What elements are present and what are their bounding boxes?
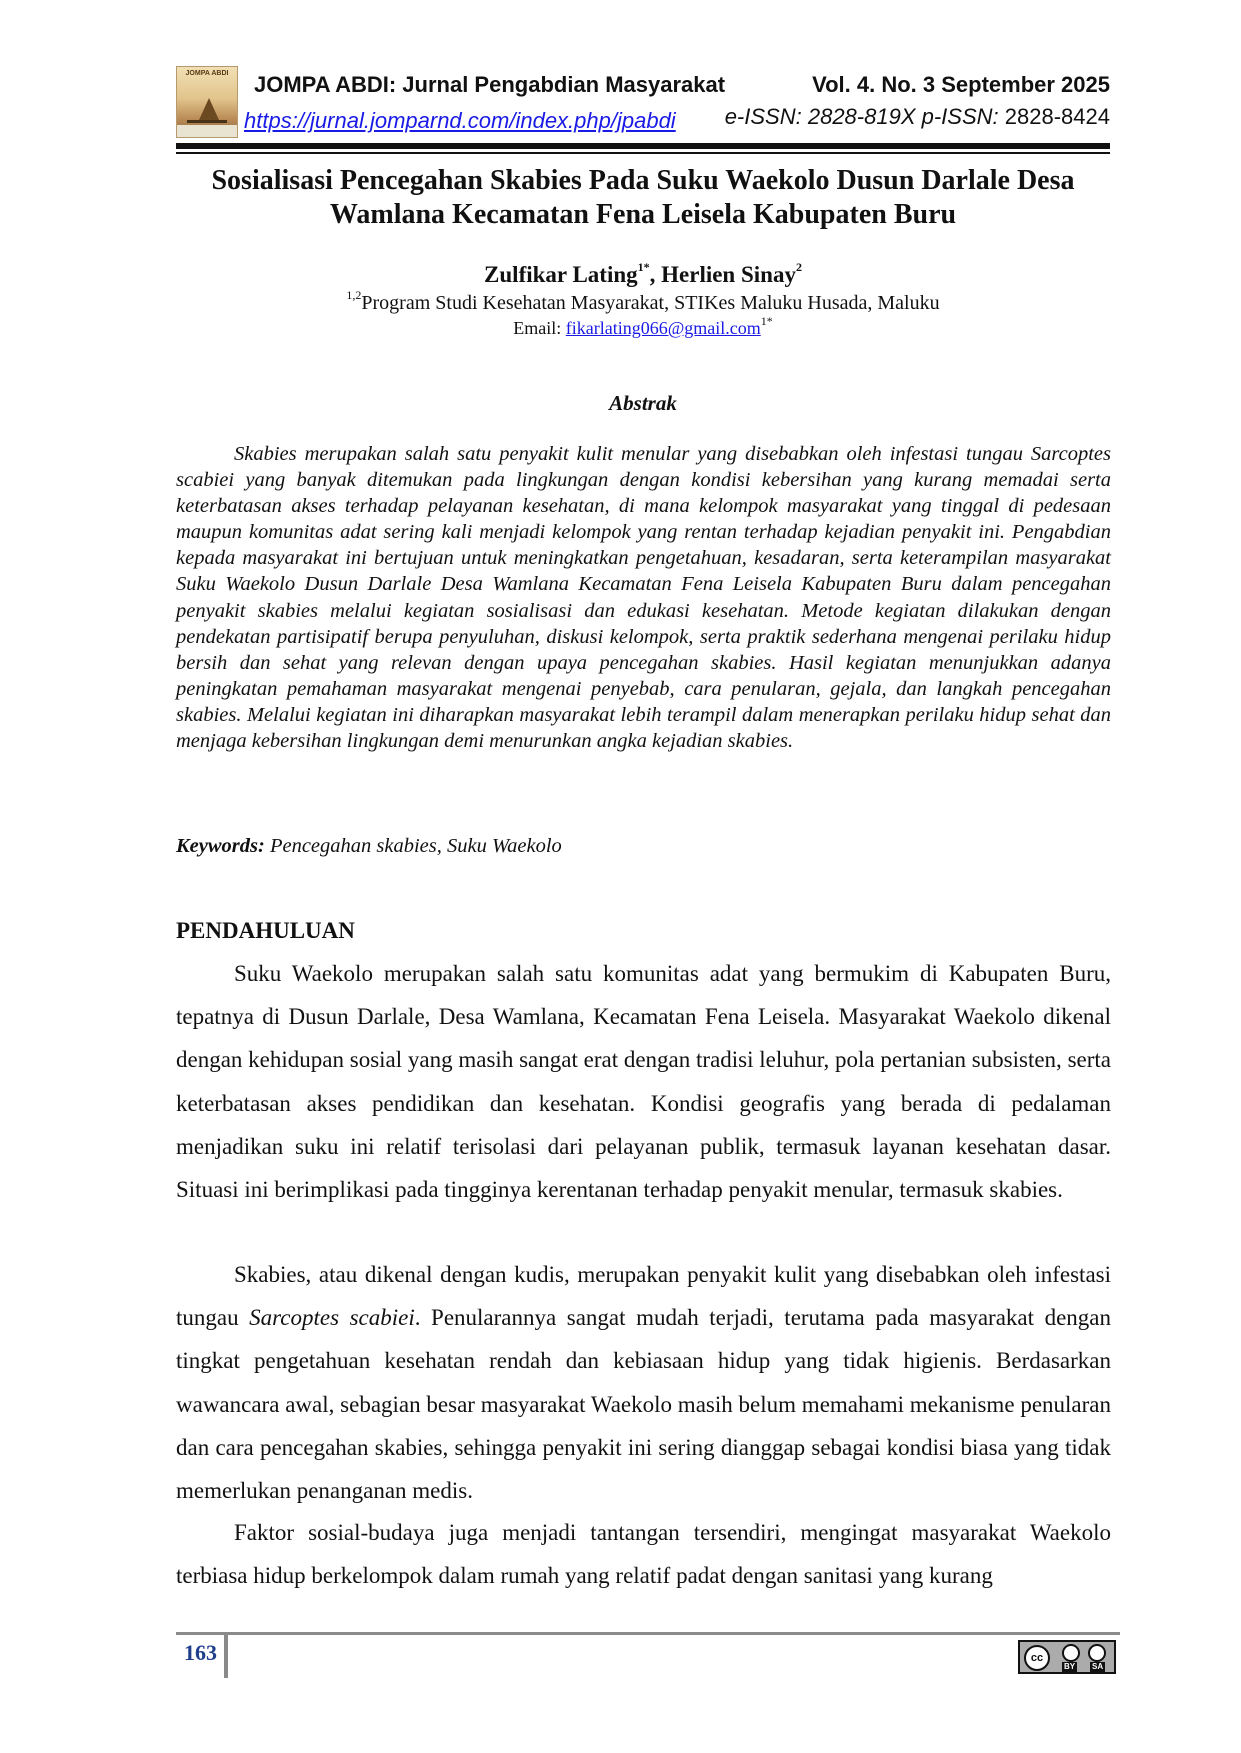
header-rule-thick: [176, 143, 1110, 149]
affiliation-text: Program Studi Kesehatan Masyarakat, STIKes Maluku Husada, Maluku: [361, 292, 940, 314]
affiliation-sup: 1,2: [346, 288, 362, 303]
p2-species-name: Sarcoptes scabiei: [249, 1305, 415, 1331]
logo-boat-icon: [187, 100, 227, 123]
body-paragraph-3: Faktor sosial-budaya juga menjadi tantangan tersendiri, mengingat masyarakat Waekolo terbiasa hidup berkelompok dalam rumah yang relatif padat dengan sanitasi yang kurang: [176, 1520, 1111, 1589]
header-rule-thin: [176, 152, 1110, 154]
eissn-value: 2828-819X: [807, 104, 916, 129]
footer-rule: [176, 1632, 1120, 1635]
attribution-icon: [1062, 1644, 1080, 1662]
body-paragraph-2: [176, 1253, 1111, 1512]
keywords: [176, 835, 1110, 858]
journal-name: JOMPA ABDI: Jurnal Pengabdian Masyarakat: [254, 72, 726, 97]
journal-url-link[interactable]: https://jurnal.jomparnd.com/index.php/jpabdi: [244, 108, 676, 133]
journal-logo: [176, 66, 238, 138]
license-by-label: BY: [1064, 1662, 1076, 1671]
logo-band: [177, 125, 237, 137]
author-email: [176, 314, 1110, 339]
footer-divider: [224, 1632, 228, 1678]
author-2: Herlien Sinay: [661, 262, 796, 287]
cc-icon: cc: [1024, 1645, 1050, 1671]
share-alike-icon: [1088, 1644, 1106, 1662]
author-2-sup: 2: [795, 260, 802, 275]
journal-logo-text: JOMPA ABDI: [185, 70, 229, 77]
article-authors: [176, 262, 1110, 288]
p2-text-a: Skabies, atau dikenal dengan kudis, merupakan penyakit kulit yang disebabkan oleh infestasi tungau: [176, 1262, 1111, 1331]
article-title: Sosialisasi Pencegahan Skabies Pada Suku Waekolo Dusun Darlale Desa Wamlana Kecamatan Fena Leisela Kabupaten Buru: [211, 165, 1075, 230]
journal-volume: Vol. 4. No. 3 September 2025: [812, 72, 1110, 97]
pissn-value: 2828-8424: [1004, 104, 1110, 129]
author-separator: ,: [649, 262, 662, 287]
author-1: Zulfikar Lating: [484, 262, 638, 287]
author-affiliation: [176, 288, 1110, 315]
keywords-text: Pencegahan skabies, Suku Waekolo: [264, 835, 562, 857]
section-heading-pendahuluan: PENDAHULUAN: [176, 918, 355, 943]
keywords-label: Keywords:: [176, 835, 265, 857]
abstract-text: Skabies merupakan salah satu penyakit kulit menular yang disebabkan oleh infestasi tungau Sarcoptes scabiei yang banyak ditemukan pada lingkungan dengan kondisi kebersihan yang kurang memadai serta keterbatasan akses terhadap pelayanan kesehatan, di mana kelompok masyarakat yang tinggal di pedesaan maupun komunitas adat sering kali menjadi kelompok yang rentan terhadap kejadian penyakit ini. Pengabdian kepada masyarakat ini bertujuan untuk meningkatkan pengetahuan, kesadaran, serta keterampilan masyarakat Suku Waekolo Dusun Darlale Desa Wamlana Kecamatan Fena Leisela Kabupaten Buru dalam pencegahan penyakit skabies melalui kegiatan sosialisasi dan edukasi kesehatan. Metode kegiatan dilakukan dengan pendekatan partisipatif berupa penyuluhan, diskusi kelompok, serta praktik sederhana mengenai perilaku hidup bersih dan sehat yang relevan dengan upaya pencegahan skabies. Hasil kegiatan menunjukkan adanya peningkatan pemahaman masyarakat mengenai penyebab, cara penularan, gejala, dan langkah pencegahan skabies. Melalui kegiatan ini diharapkan masyarakat lebih terampil dalam menerapkan perilaku hidup sehat dan menjaga kebersihan lingkungan demi menurunkan angka kejadian skabies.: [176, 443, 1111, 753]
email-label: Email:: [513, 318, 566, 338]
abstract-heading: Abstrak: [609, 391, 677, 415]
body-paragraph-1: Suku Waekolo merupakan salah satu komunitas adat yang bermukim di Kabupaten Buru, tepatnya di Dusun Darlale, Desa Wamlana, Kecamatan Fena Leisela. Masyarakat Waekolo dikenal dengan kehidupan sosial yang masih sangat erat dengan tradisi leluhur, pola pertanian subsisten, serta keterbatasan akses pendidikan dan kesehatan. Kondisi geografis yang berada di pedalaman menjadikan suku ini relatif terisolasi dari pelayanan publik, termasuk layanan kesehatan dasar. Situasi ini berimplikasi pada tingginya kerentanan terhadap penyakit menular, termasuk skabies.: [176, 961, 1111, 1203]
journal-issn: [725, 104, 1110, 130]
eissn-label: e-ISSN:: [724, 104, 802, 129]
p2-text-b: . Penularannya sangat mudah terjadi, terutama pada masyarakat dengan tingkat pengetahuan kesehatan rendah dan kebiasaan hidup yang tidak higienis. Berdasarkan wawancara awal, sebagian besar masyarakat Waekolo masih belum memahami mekanisme penularan dan cara pencegahan skabies, sehingga penyakit ini sering dianggap sebagai kondisi biasa yang tidak memerlukan penanganan medis.: [176, 1305, 1111, 1504]
cc-license-badge[interactable]: [1018, 1640, 1116, 1674]
author-1-sup: 1*: [637, 260, 650, 275]
email-sup: 1*: [760, 314, 773, 328]
pissn-label: p-ISSN:: [921, 104, 999, 129]
page-number: 163: [184, 1640, 217, 1665]
email-link[interactable]: fikarlating066@gmail.com: [565, 318, 761, 338]
license-sa-label: SA: [1092, 1662, 1104, 1671]
